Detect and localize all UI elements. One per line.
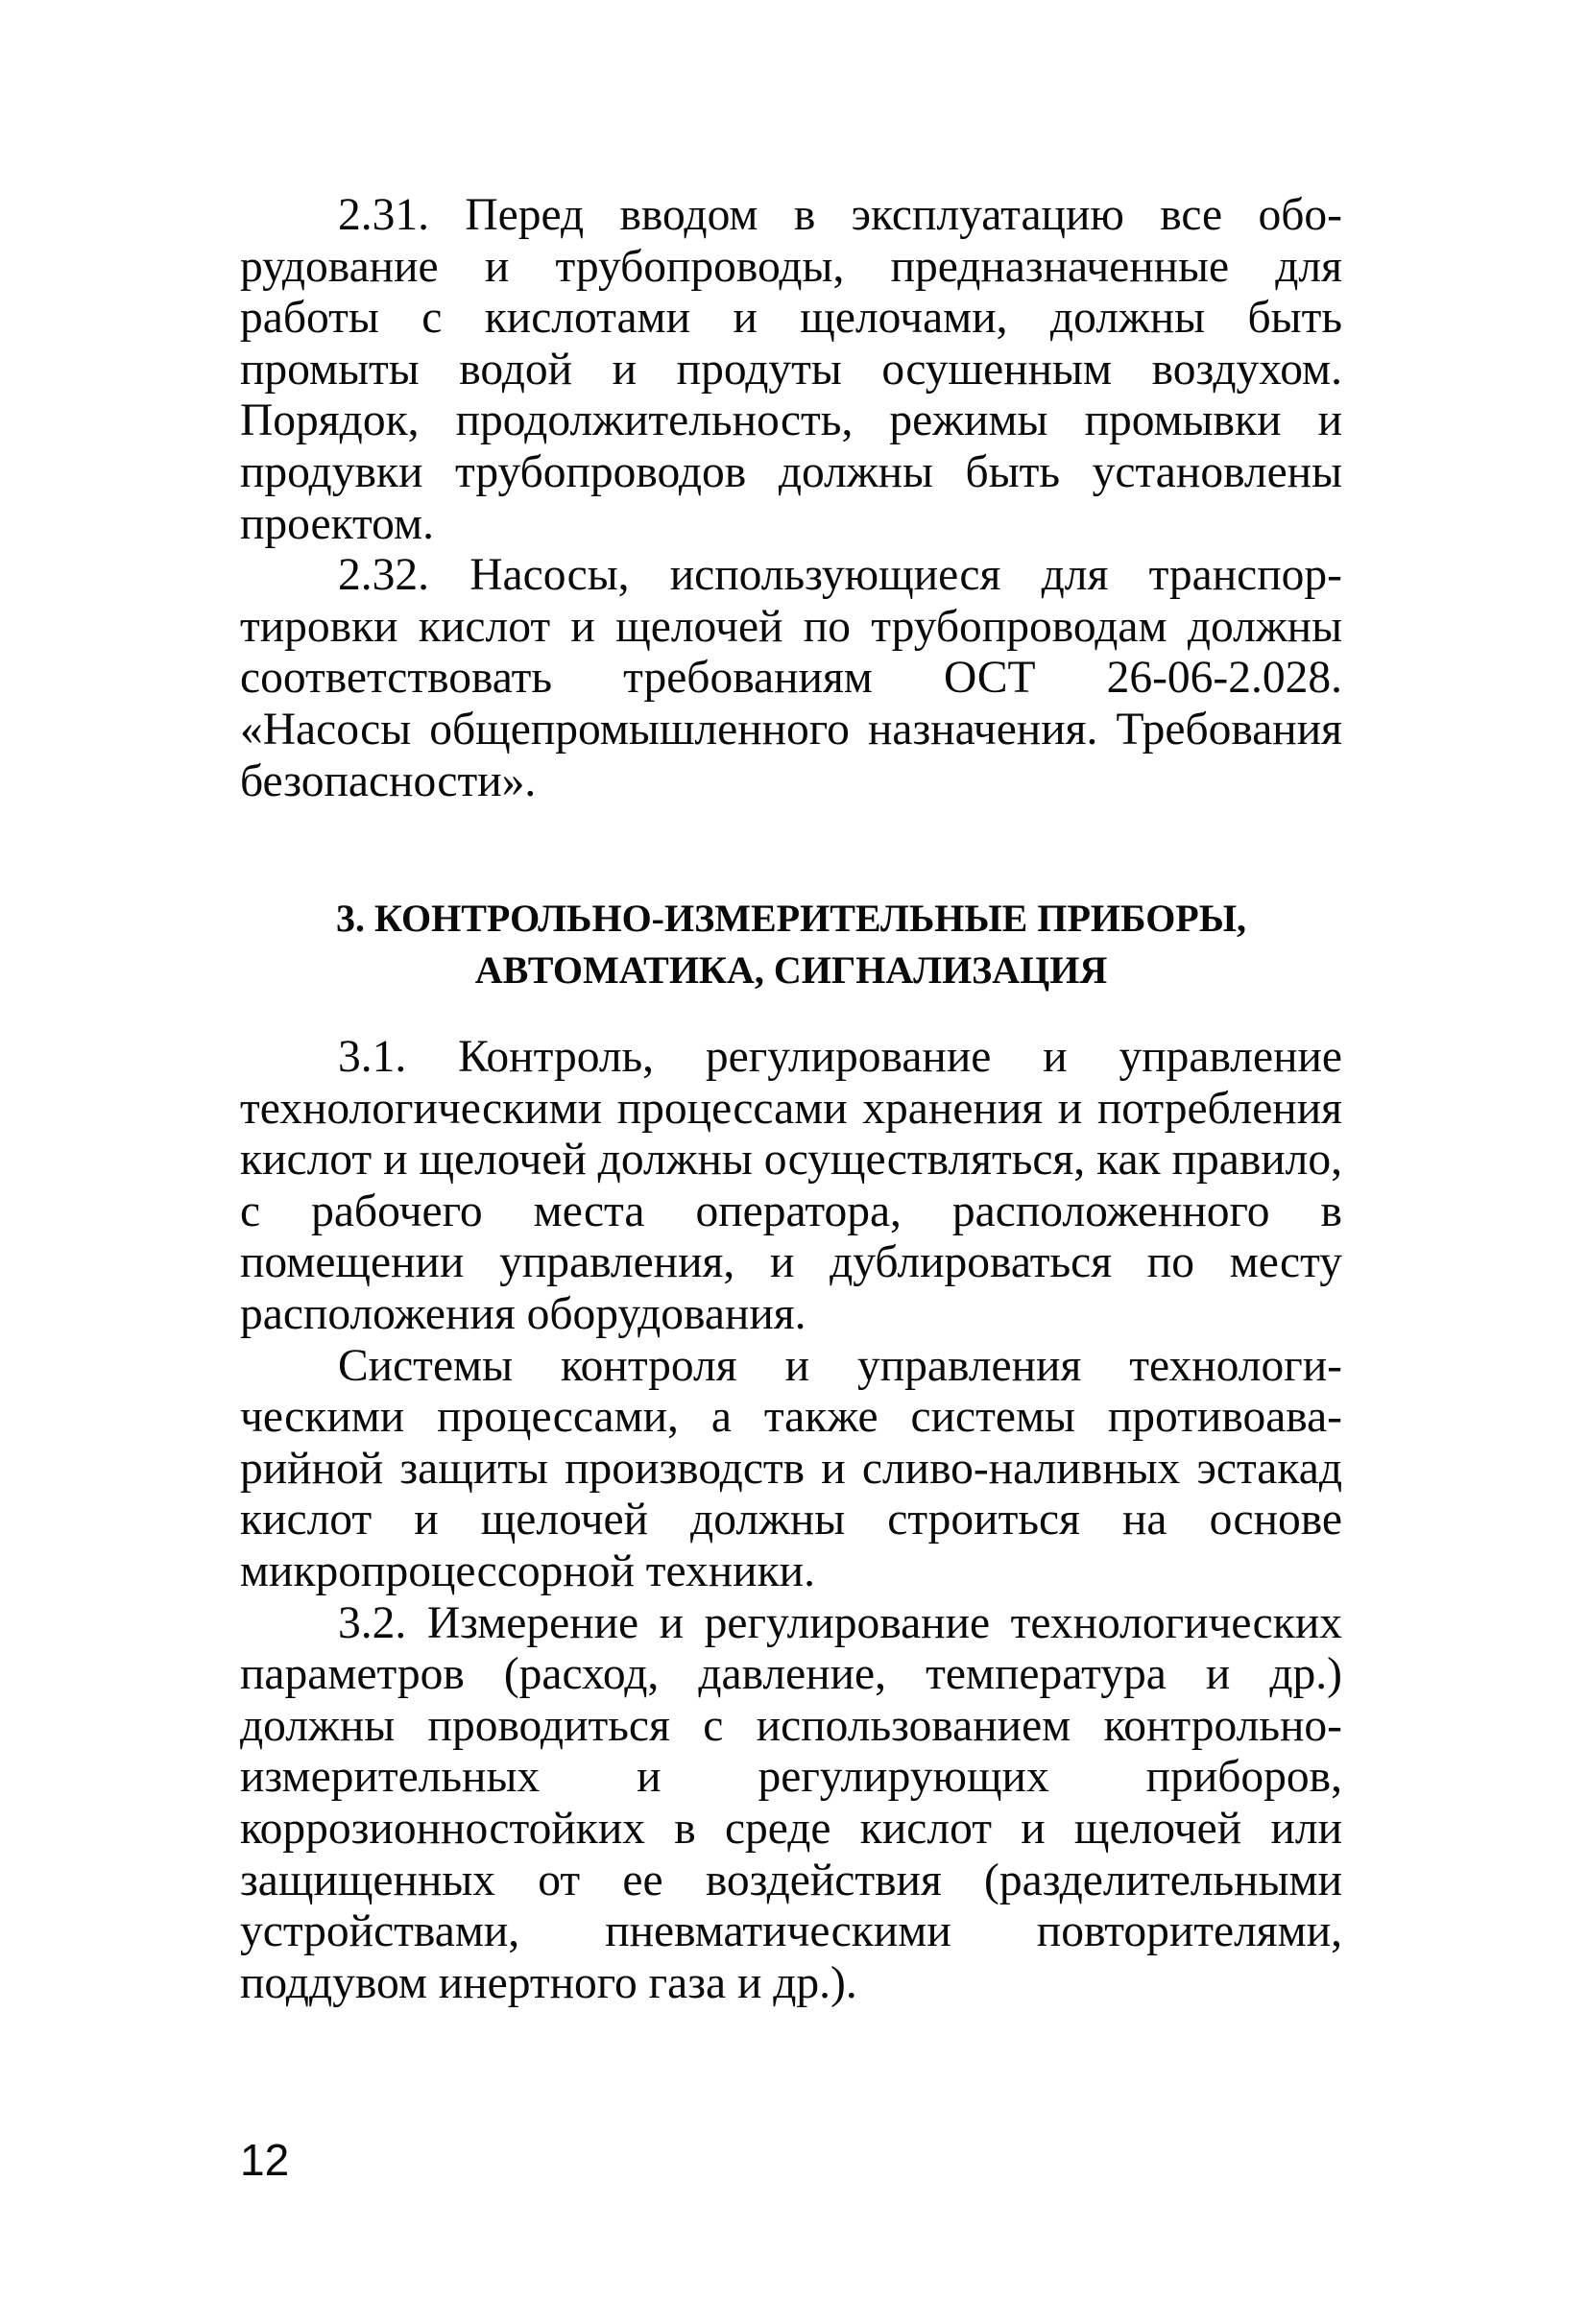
section-3-heading xyxy=(240,893,1342,996)
page-number: 12 xyxy=(240,2135,290,2185)
paragraph-2-31: 2.31. Перед вводом в эксплуатацию все оборудование и трубопроводы, предназначенные для работы с кислотами и щелочами, должны быть промыты водой и продуты осушенным воздухом. Порядок, продолжительность, режимы промывки и продувки трубопроводов должны быть установлены проектом. xyxy=(240,190,1342,549)
section-2-text xyxy=(240,190,1342,807)
paragraph-3-1-systems: Системы контроля и управления технологическими процессами, а также системы противоаварийной защиты производств и сливо-наливных эстакад кислот и щелочей должны строиться на основе микропроцессорной техники. xyxy=(240,1340,1342,1596)
paragraph-2-32: 2.32. Насосы, использующиеся для транспортировки кислот и щелочей по трубопроводам должны соответствовать требованиям ОСТ 26-06-2.028. «Насосы общепромышленного назначения. Требования безопасности». xyxy=(240,550,1342,806)
paragraph-3-1: 3.1. Контроль, регулирование и управление технологическими процессами хранения и потребления кислот и щелочей должны осуществляться, как правило, с рабочего места оператора, расположенного в помещении управления, и дублироваться по месту расположения оборудования. xyxy=(240,1032,1342,1339)
section-3-text xyxy=(240,1032,1342,2009)
section-3-heading-line-1: 3. КОНТРОЛЬНО-ИЗМЕРИТЕЛЬНЫЕ ПРИБОРЫ, xyxy=(335,897,1247,940)
section-3-heading-line-2: АВТОМАТИКА, СИГНАЛИЗАЦИЯ xyxy=(474,948,1108,992)
paragraph-3-2: 3.2. Измерение и регулирование технологических параметров (расход, давление, температура и др.) должны проводиться с использованием контрольно-измерительных и регулирующих приборов, коррозионностойких в среде кислот и щелочей или защищенных от ее воздействия (разделительными устройствами, пневматическими повторителями, поддувом инертного газа и др.). xyxy=(240,1597,1342,2008)
